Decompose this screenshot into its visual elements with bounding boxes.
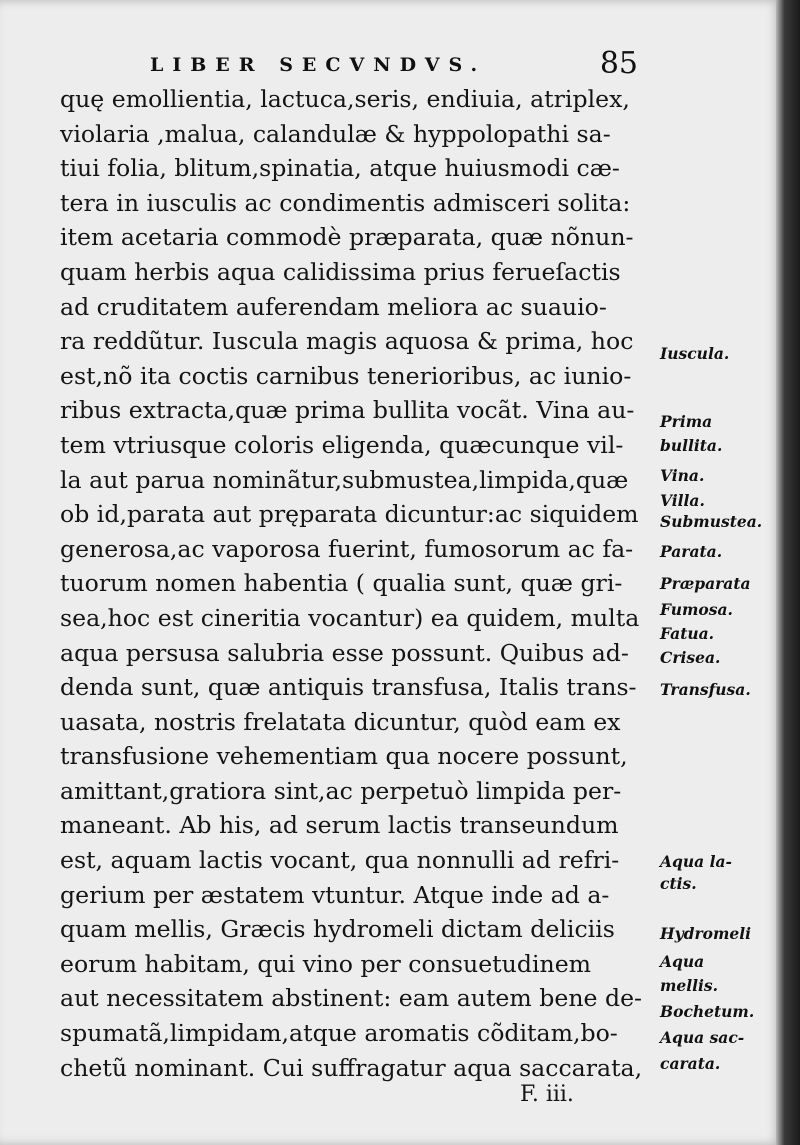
text-line: denda sunt, quæ antiquis transfusa, Italis trans- — [60, 673, 637, 702]
text-line: generosa,ac vaporosa fuerint, fumosorum ac fa- — [60, 534, 634, 563]
text-line: quam herbis aqua calidissima prius ferueſactis — [60, 257, 621, 286]
text-line: la aut parua nominãtur,submustea,limpida,quæ — [60, 465, 629, 494]
margin-note: Iuscula. — [660, 344, 730, 363]
text-line: tera in iusculis ac condimentis admisceri solita: — [60, 188, 631, 217]
text-line: gerium per æstatem vtuntur. Atque inde ad a- — [60, 880, 610, 909]
text-line: tem vtriusque coloris eligenda, quæcunque vil- — [60, 430, 624, 459]
margin-note: Aqua la- — [660, 852, 732, 871]
margin-note: Vina. — [660, 466, 705, 485]
text-line: maneant. Ab his, ad serum lactis transeundum — [60, 811, 619, 840]
text-line: violaria ,malua, calandulæ & hyppolopathi sa- — [60, 119, 611, 148]
text-line: amittant,gratiora sint,ac perpetuò limpida per- — [60, 776, 622, 805]
margin-note: Fumosa. — [660, 600, 733, 619]
text-line: chetũ nominant. Cui suffragatur aqua saccarata, — [60, 1053, 643, 1082]
text-line: ad cruditatem auferendam meliora ac suauio- — [60, 292, 607, 321]
text-line: tuorum nomen habentia ( qualia sunt, quæ gri- — [60, 569, 623, 598]
page-number: 85 — [599, 46, 638, 81]
text-line: ob id,parata aut pręparata dicuntur:ac siquidem — [60, 500, 639, 529]
text-line: sea,hoc est cineritia vocantur) ea quidem, multa — [60, 603, 640, 632]
body-text — [60, 82, 652, 1085]
margin-note: Transfusa. — [660, 680, 751, 699]
page-header — [150, 46, 650, 86]
margin-note: Villa. — [660, 491, 705, 510]
text-line: quam mellis, Græcis hydromeli dictam deliciis — [60, 915, 615, 944]
margin-note: Fatua. — [660, 624, 715, 643]
margin-note: ctis. — [660, 874, 697, 893]
text-line: eorum habitam, qui vino per consuetudinem — [60, 949, 592, 978]
margin-note: Aqua — [660, 952, 705, 971]
text-line: aut necessitatem abstinent: eam autem bene de- — [60, 984, 643, 1013]
margin-note: Bochetum. — [660, 1002, 755, 1021]
margin-note: Crisea. — [660, 648, 721, 667]
text-line: tiui folia, blitum,spinatia, atque huiusmodi cæ- — [60, 154, 620, 183]
running-title: LIBER SECVNDVS. — [150, 54, 487, 76]
margin-note: Submustea. — [660, 512, 763, 531]
text-line: quę emollientia, lactuca,seris, endiuia, atriplex, — [60, 85, 630, 113]
signature-mark: F. iii. — [520, 1082, 574, 1107]
margin-note: Præparata — [660, 574, 751, 593]
text-line: est,nõ ita coctis carnibus tenerioribus, ac iunio- — [60, 361, 632, 390]
text-line: est, aquam lactis vocant, qua nonnulli ad refri- — [60, 846, 620, 875]
margin-note: Prima — [660, 412, 713, 431]
margin-note: Hydromeli — [660, 924, 752, 943]
book-gutter — [776, 0, 800, 1145]
text-line: spumatã,limpidam,atque aromatis cõditam,bo- — [60, 1019, 618, 1048]
text-line: ribus extracta,quæ prima bullita vocãt. Vina au- — [60, 396, 635, 425]
margin-note: Parata. — [660, 542, 723, 561]
margin-note: mellis. — [660, 976, 719, 995]
text-line: aqua persusa salubria esse possunt. Quibus ad- — [60, 638, 629, 667]
text-line: transfusione vehementiam qua nocere possunt, — [60, 742, 628, 771]
text-line: item acetaria commodè præparata, quæ nõnun- — [60, 223, 634, 252]
margin-note: Aqua sac- — [660, 1028, 745, 1047]
margin-note: bullita. — [660, 436, 723, 455]
text-line: ra reddũtur. Iuscula magis aquosa & prima, hoc — [60, 327, 634, 356]
text-line: uasata, nostris frelatata dicuntur, quòd eam ex — [60, 707, 621, 736]
margin-note: carata. — [660, 1054, 721, 1073]
